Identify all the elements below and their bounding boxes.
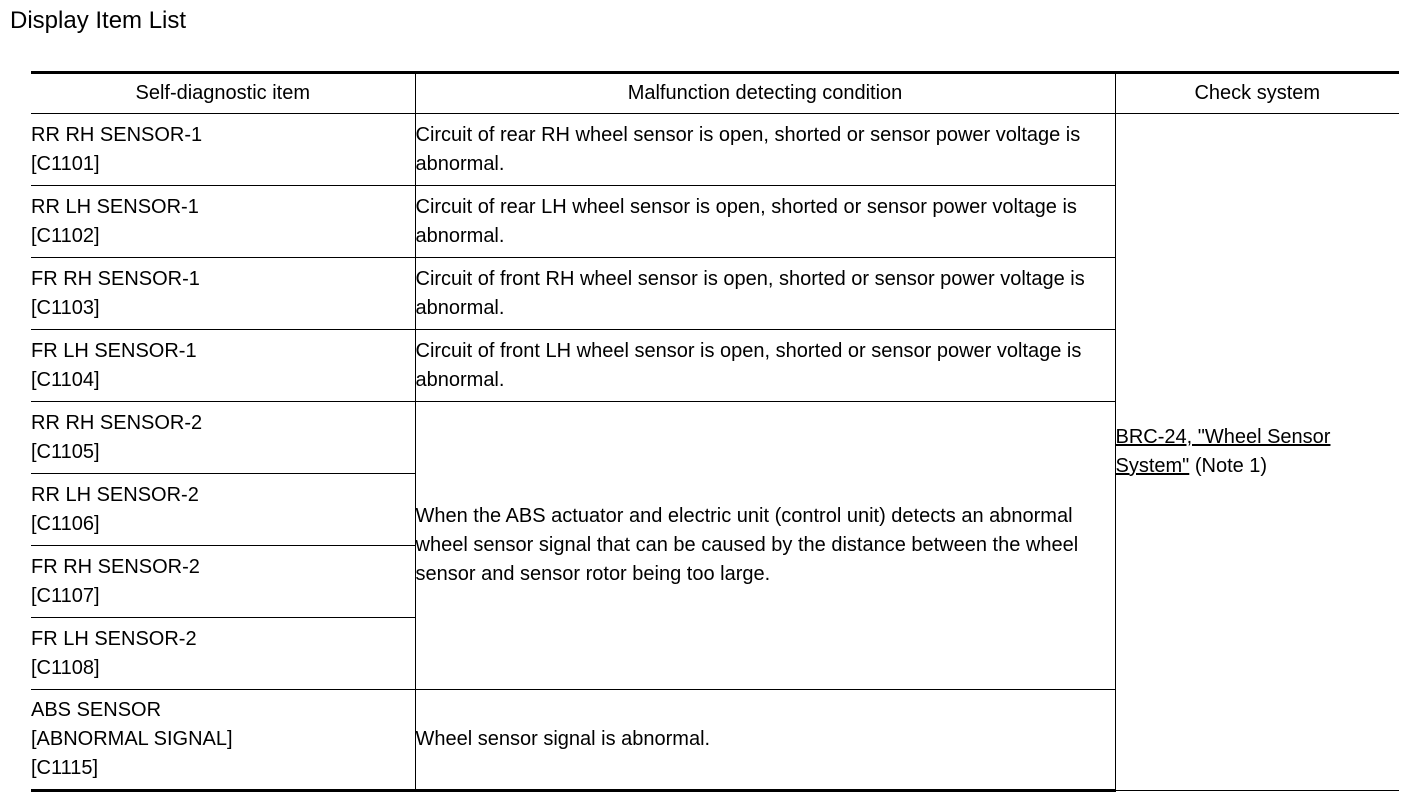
table-row [31,114,1399,186]
brc-24-wheel-sensor-system-link[interactable]: BRC-24, "Wheel Sensor System" [1115,426,1331,477]
item-name: RR RH SENSOR-2 [31,411,203,434]
display-item-table [31,71,1399,792]
item-code: [C1104] [31,368,100,391]
condition-cell: Circuit of front LH wheel sensor is open, shorted or sensor power voltage is abnormal. [415,330,1115,402]
diagnostic-item-cell [31,546,415,618]
diagnostic-item-cell [31,402,415,474]
item-code: [C1105] [31,440,100,463]
item-name: FR RH SENSOR-1 [31,267,200,290]
condition-cell: Circuit of rear RH wheel sensor is open, shorted or sensor power voltage is abnormal. [415,114,1115,186]
item-name: FR RH SENSOR-2 [31,555,200,578]
sensor-2-condition-cell: When the ABS actuator and electric unit (control unit) detects an abnormal wheel sensor signal that can be caused by the distance between the wheel sensor and sensor rotor being too large. [415,402,1115,690]
condition-cell: Wheel sensor signal is abnormal. [415,690,1115,791]
item-name: FR LH SENSOR-1 [31,339,197,362]
check-system-cell [1115,114,1399,791]
page-title: Display Item List [10,7,187,34]
item-name: RR LH SENSOR-2 [31,483,199,506]
condition-cell: Circuit of rear LH wheel sensor is open, shorted or sensor power voltage is abnormal. [415,186,1115,258]
item-name: RR RH SENSOR-1 [31,123,203,146]
diagnostic-item-cell [31,114,415,186]
table-header-row [31,73,1399,114]
header-self-diagnostic-item: Self-diagnostic item [31,73,415,114]
item-code: [C1103] [31,296,100,319]
item-code: [C1108] [31,656,100,679]
item-code: [C1107] [31,584,100,607]
item-name: RR LH SENSOR-1 [31,195,199,218]
item-code: [C1115] [31,757,99,779]
diagnostic-item-cell [31,258,415,330]
item-code: [C1106] [31,512,100,535]
diagnostic-item-cell [31,186,415,258]
check-system-note: (Note 1) [1194,455,1268,477]
condition-cell: Circuit of front RH wheel sensor is open, shorted or sensor power voltage is abnormal. [415,258,1115,330]
diagnostic-item-cell [31,330,415,402]
header-check-system: Check system [1115,73,1399,114]
diagnostic-item-cell [31,474,415,546]
item-code: [C1102] [31,224,100,247]
item-name: ABS SENSOR [31,699,162,721]
item-name: FR LH SENSOR-2 [31,627,197,650]
diagnostic-item-cell [31,618,415,690]
item-code: [C1101] [31,152,100,175]
item-detail: [ABNORMAL SIGNAL] [31,728,233,750]
header-malfunction-condition: Malfunction detecting condition [415,73,1115,114]
diagnostic-item-cell [31,690,415,791]
